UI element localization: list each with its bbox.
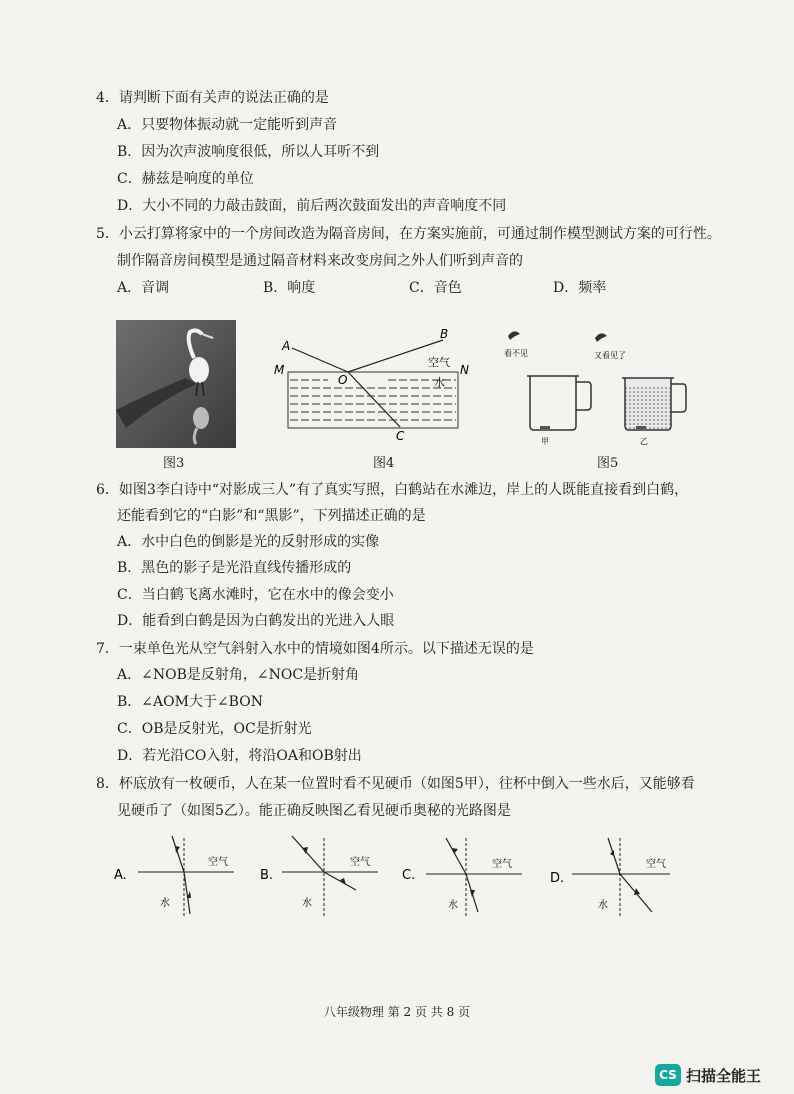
q6-stem-line1: 6．如图3李白诗中“对影成三人”有了真实写照，白鹤站在水滩边，岸上的人既能直接看到白鹤， [96,482,689,498]
fig4-label-a: A [282,339,291,353]
q8-stem-line2: 见硬币了（如图5乙）。能正确反映图乙看见硬币奥秘的光路图是 [117,803,511,819]
q8-stem-line1: 8．杯底放有一枚硬币，人在某一位置时看不见硬币（如图5甲），往杯中倒入一些水后，又能够看 [96,776,695,792]
q4-option-c: C．赫兹是响度的单位 [117,171,254,187]
figure-5-cups-diagram [500,326,700,450]
q8-diagram-b-air: 空气 [350,857,370,868]
q7-option-c: C．OB是反射光，OC是折射光 [117,721,312,737]
eye-icon [508,331,520,340]
q6-option-b: B．黑色的影子是光沿直线传播形成的 [117,560,352,576]
q5-option-a: A．音调 [117,280,170,296]
q8-diagram-a-letter: A. [114,868,127,883]
q4-stem: 4．请判断下面有关声的说法正确的是 [96,90,329,106]
q4-option-d: D．大小不同的力敲击鼓面，前后两次鼓面发出的声音响度不同 [117,198,507,214]
figure-4-caption: 图4 [373,456,395,471]
q5-stem-line2: 制作隔音房间模型是通过隔音材料来改变房间之外人们听到声音的 [117,253,523,269]
fig5-cup-yi-label: 乙 [640,437,648,446]
q7-option-a: A．∠NOB是反射角，∠NOC是折射角 [117,667,360,683]
fig4-label-m: M [274,363,285,377]
q6-option-d: D．能看到白鹤是因为白鹤发出的光进入人眼 [117,613,395,629]
q8-diagram-c-letter: C. [402,868,416,883]
q8-diagram-a-water: 水 [160,898,170,909]
q6-option-c: C．当白鹤飞离水滩时，它在水中的像会变小 [117,587,394,603]
fig5-label-cannot-see: 看不见 [504,349,528,358]
q8-diagram-a [112,832,240,918]
figure-3-egret-photo [116,320,236,448]
fig4-label-n: N [460,363,469,377]
q4-option-b: B．因为次声波响度很低，所以人耳听不到 [117,144,380,160]
q8-diagram-b [258,832,386,918]
fig5-label-see-again: 又看见了 [594,351,626,360]
fig4-label-air: 空气 [428,356,450,369]
q7-stem: 7．一束单色光从空气斜射入水中的情境如图4所示。以下描述无误的是 [96,641,534,657]
q8-diagram-c-water: 水 [448,900,458,911]
q7-option-d: D．若光沿CO入射，将沿OA和OB射出 [117,748,362,764]
q6-stem-line2: 还能看到它的“白影”和“黑影”，下列描述正确的是 [117,508,426,524]
q7-option-b: B．∠AOM大于∠BON [117,694,263,710]
q8-diagram-d [548,832,676,918]
page-footer: 八年级物理 第 2 页 共 8 页 [323,1005,471,1019]
figure-4-refraction-diagram [268,324,478,452]
scanner-watermark-text: 扫描全能王 [686,1066,762,1085]
eye-icon [595,333,607,342]
q5-option-c: C．音色 [409,280,462,296]
q8-diagram-a-air: 空气 [208,857,228,868]
figure-5-caption: 图5 [597,456,619,471]
camscanner-logo-icon: CS [655,1064,681,1086]
q6-option-a: A．水中白色的倒影是光的反射形成的实像 [117,534,380,550]
fig5-cup-jia-label: 甲 [541,437,549,446]
q5-option-d: D．频率 [553,280,607,296]
fig4-label-water: 水 [434,376,445,389]
q8-diagram-d-water: 水 [598,900,608,911]
q5-stem-line1: 5．小云打算将家中的一个房间改造为隔音房间，在方案实施前，可通过制作模型测试方案的可行性。 [96,226,721,242]
fig4-label-o: O [338,373,348,387]
scanner-watermark [655,1064,761,1086]
q4-option-a: A．只要物体振动就一定能听到声音 [117,117,338,133]
q8-diagram-c-air: 空气 [492,859,512,870]
q8-diagram-d-letter: D. [550,871,565,886]
q8-diagram-d-air: 空气 [646,859,666,870]
q8-diagram-b-water: 水 [302,898,312,909]
fig4-label-b: B [440,327,449,341]
q5-option-b: B．响度 [263,280,316,296]
q8-diagram-c [400,832,528,918]
q8-diagram-b-letter: B. [260,868,274,883]
fig4-label-c: C [396,429,405,443]
figure-3-caption: 图3 [163,456,185,471]
